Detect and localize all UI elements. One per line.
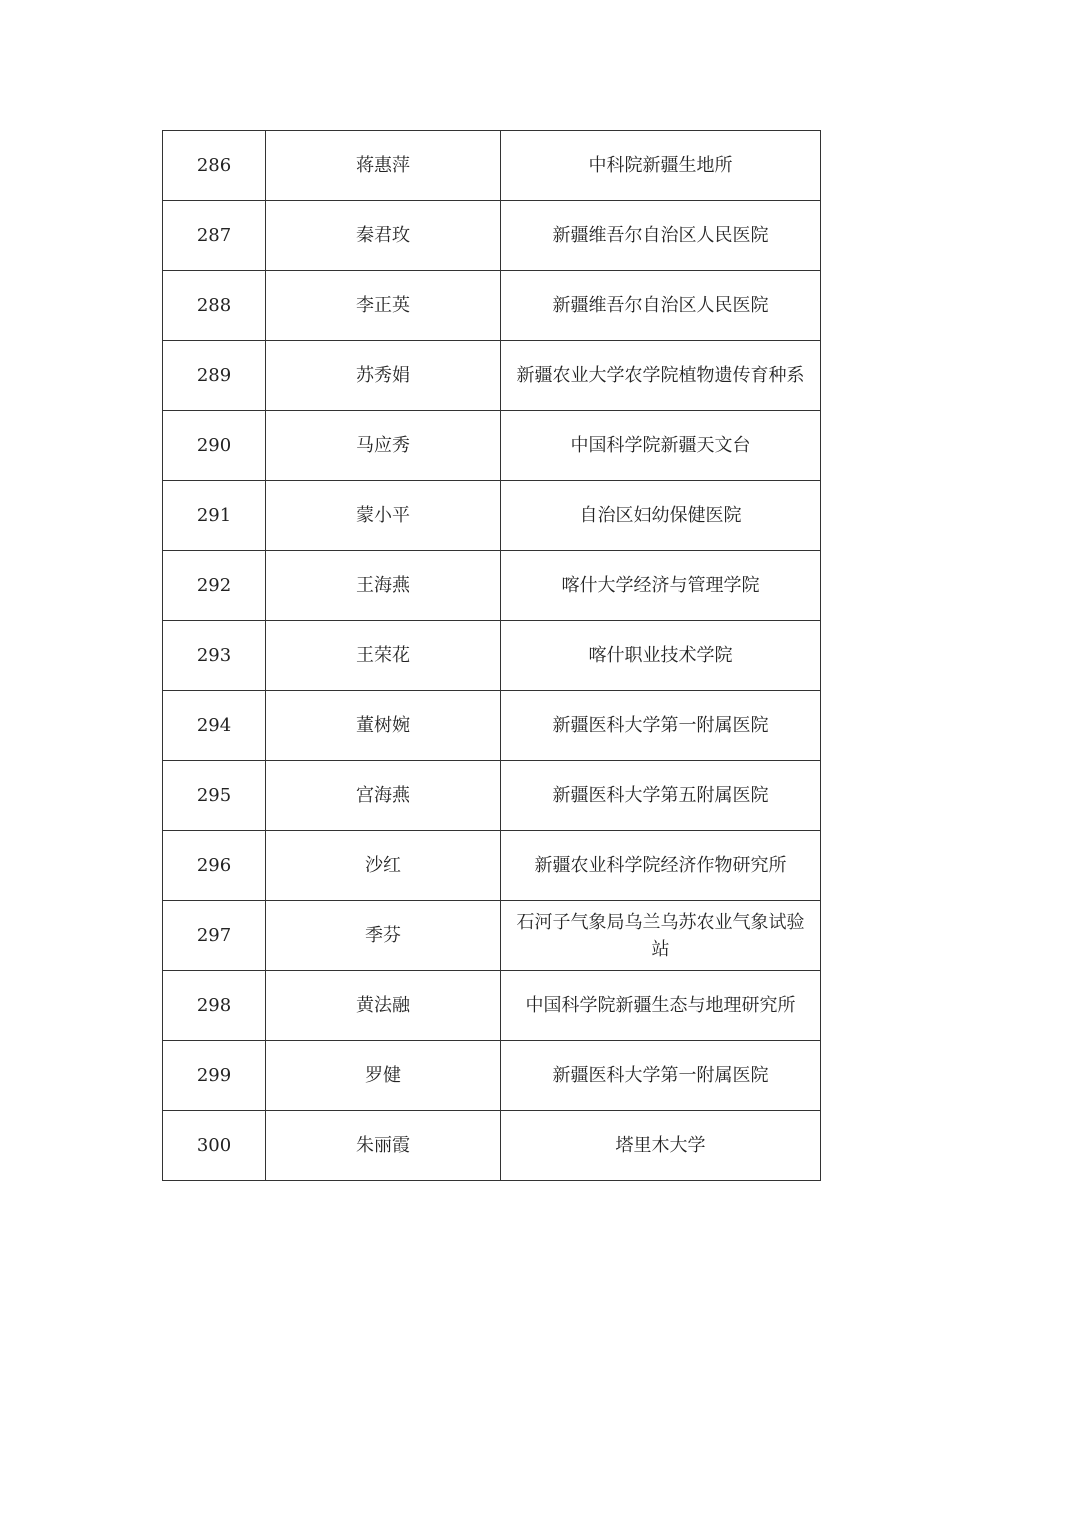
person-name: 宫海燕 <box>266 761 501 831</box>
table-row <box>163 481 821 551</box>
table-row <box>163 1111 821 1181</box>
person-name: 王荣花 <box>266 621 501 691</box>
organization: 喀什职业技术学院 <box>501 621 821 691</box>
person-name: 朱丽霞 <box>266 1111 501 1181</box>
row-number: 286 <box>163 131 266 201</box>
table-row <box>163 341 821 411</box>
table-row <box>163 271 821 341</box>
table-row <box>163 621 821 691</box>
roster-table <box>162 130 821 1181</box>
table-row <box>163 131 821 201</box>
organization: 新疆医科大学第一附属医院 <box>501 1041 821 1111</box>
organization: 新疆医科大学第一附属医院 <box>501 691 821 761</box>
row-number: 296 <box>163 831 266 901</box>
table-row <box>163 691 821 761</box>
row-number: 287 <box>163 201 266 271</box>
row-number: 300 <box>163 1111 266 1181</box>
row-number: 288 <box>163 271 266 341</box>
row-number: 293 <box>163 621 266 691</box>
row-number: 298 <box>163 971 266 1041</box>
table-row <box>163 551 821 621</box>
organization: 中国科学院新疆天文台 <box>501 411 821 481</box>
table-row <box>163 831 821 901</box>
organization: 中科院新疆生地所 <box>501 131 821 201</box>
organization: 石河子气象局乌兰乌苏农业气象试验站 <box>501 901 821 971</box>
organization: 新疆维吾尔自治区人民医院 <box>501 271 821 341</box>
person-name: 黄法融 <box>266 971 501 1041</box>
table-row <box>163 971 821 1041</box>
person-name: 马应秀 <box>266 411 501 481</box>
person-name: 秦君玫 <box>266 201 501 271</box>
table-row <box>163 411 821 481</box>
table-row <box>163 1041 821 1111</box>
row-number: 295 <box>163 761 266 831</box>
table-row <box>163 761 821 831</box>
person-name: 蒋惠萍 <box>266 131 501 201</box>
row-number: 299 <box>163 1041 266 1111</box>
person-name: 沙红 <box>266 831 501 901</box>
person-name: 董树婉 <box>266 691 501 761</box>
row-number: 289 <box>163 341 266 411</box>
organization: 中国科学院新疆生态与地理研究所 <box>501 971 821 1041</box>
person-name: 王海燕 <box>266 551 501 621</box>
organization: 新疆农业大学农学院植物遗传育种系 <box>501 341 821 411</box>
person-name: 蒙小平 <box>266 481 501 551</box>
organization: 塔里木大学 <box>501 1111 821 1181</box>
table-row <box>163 201 821 271</box>
person-name: 苏秀娟 <box>266 341 501 411</box>
organization: 自治区妇幼保健医院 <box>501 481 821 551</box>
person-name: 季芬 <box>266 901 501 971</box>
organization: 新疆医科大学第五附属医院 <box>501 761 821 831</box>
organization: 喀什大学经济与管理学院 <box>501 551 821 621</box>
row-number: 290 <box>163 411 266 481</box>
organization: 新疆维吾尔自治区人民医院 <box>501 201 821 271</box>
row-number: 292 <box>163 551 266 621</box>
person-name: 罗健 <box>266 1041 501 1111</box>
organization: 新疆农业科学院经济作物研究所 <box>501 831 821 901</box>
row-number: 294 <box>163 691 266 761</box>
person-name: 李正英 <box>266 271 501 341</box>
row-number: 297 <box>163 901 266 971</box>
row-number: 291 <box>163 481 266 551</box>
table-row <box>163 901 821 971</box>
